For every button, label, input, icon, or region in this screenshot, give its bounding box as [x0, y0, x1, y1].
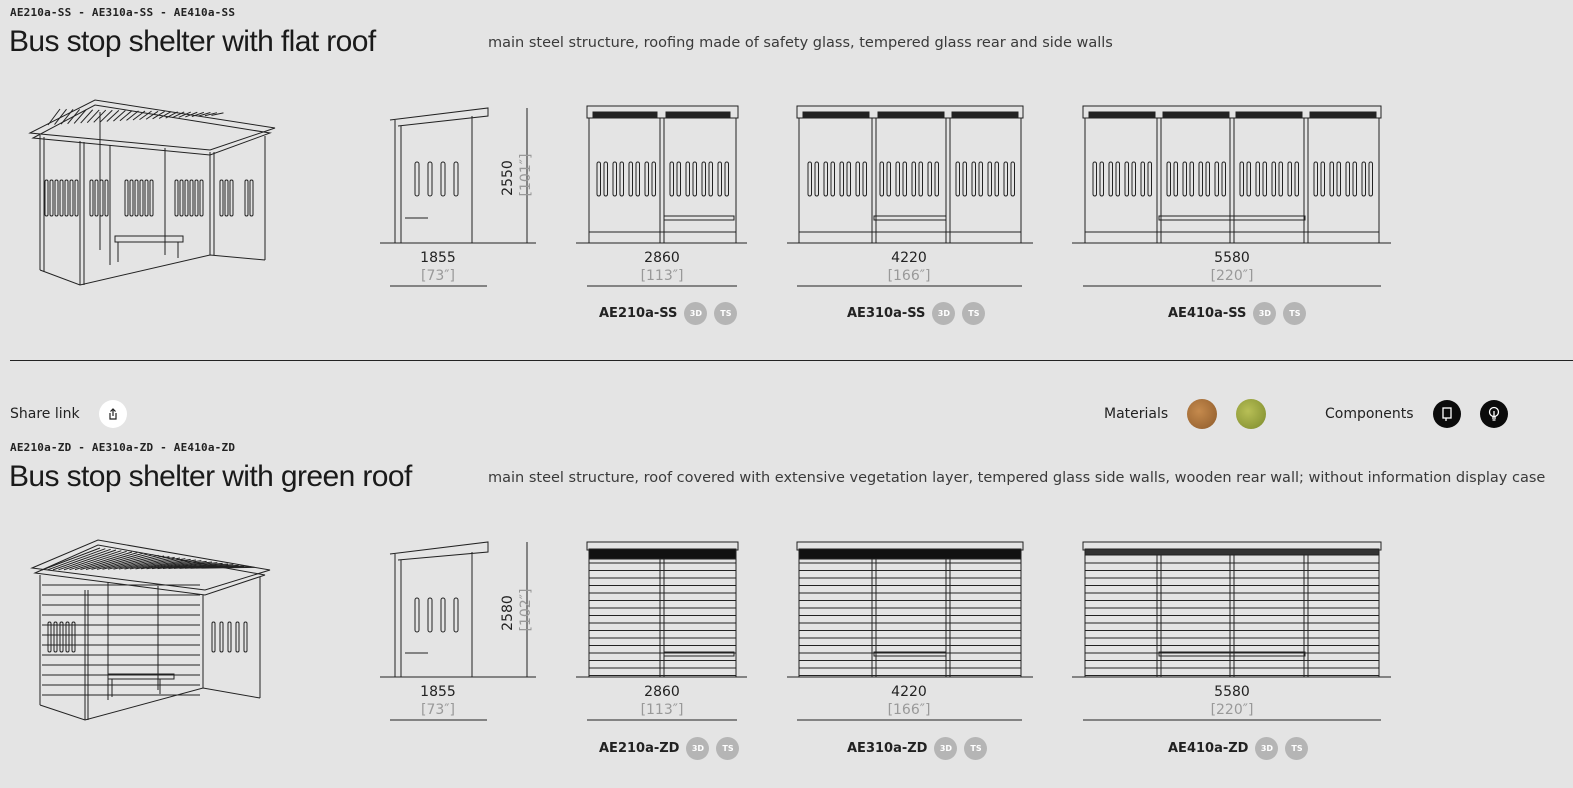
- width-mm: 4220: [891, 250, 927, 266]
- width-mm: 5580: [1214, 250, 1250, 266]
- width-in: [113″]: [640, 268, 684, 284]
- share-link-label[interactable]: Share link: [10, 406, 80, 422]
- lighting-component-button[interactable]: [1480, 400, 1508, 428]
- width-in: [166″]: [887, 702, 931, 718]
- width-mm: 2860: [644, 684, 680, 700]
- model-codes: AE210a-SS - AE310a-SS - AE410a-SS: [10, 6, 236, 19]
- section-title: Bus stop shelter with flat roof: [9, 25, 376, 58]
- model-name: AE410a-SS: [1168, 306, 1247, 321]
- model-codes: AE210a-ZD - AE310a-ZD - AE410a-ZD: [10, 441, 236, 454]
- 3d-model-button[interactable]: 3D: [1253, 302, 1276, 325]
- materials-label: Materials: [1104, 406, 1169, 422]
- tech-sheet-button[interactable]: TS: [1285, 737, 1308, 760]
- width-in: [166″]: [887, 268, 931, 284]
- components-label: Components: [1325, 406, 1414, 422]
- width-in: [220″]: [1210, 268, 1254, 284]
- height-mm: 2550: [500, 160, 516, 196]
- width-mm: 5580: [1214, 684, 1250, 700]
- section-description: main steel structure, roof covered with extensive vegetation layer, tempered glass side walls, wooden rear wall; without information display case: [488, 470, 1546, 486]
- depth-mm: 1855: [420, 250, 456, 266]
- 3d-model-button[interactable]: 3D: [686, 737, 709, 760]
- 3d-model-button[interactable]: 3D: [932, 302, 955, 325]
- model-name: AE310a-ZD: [847, 741, 928, 756]
- tech-sheet-button[interactable]: TS: [962, 302, 985, 325]
- tech-sheet-button[interactable]: TS: [964, 737, 987, 760]
- model-row: [1168, 737, 1308, 760]
- tech-sheet-button[interactable]: TS: [716, 737, 739, 760]
- tech-sheet-button[interactable]: TS: [1283, 302, 1306, 325]
- model-name: AE410a-ZD: [1168, 741, 1249, 756]
- display-case-component-button[interactable]: [1433, 400, 1461, 428]
- depth-in: [73″]: [421, 268, 455, 284]
- tech-sheet-button[interactable]: TS: [714, 302, 737, 325]
- model-name: AE210a-SS: [599, 306, 678, 321]
- depth-in: [73″]: [421, 702, 455, 718]
- 3d-model-button[interactable]: 3D: [1255, 737, 1278, 760]
- model-name: AE210a-ZD: [599, 741, 680, 756]
- model-row: [599, 737, 739, 760]
- section-description: main steel structure, roofing made of safety glass, tempered glass rear and side walls: [488, 35, 1113, 51]
- width-in: [113″]: [640, 702, 684, 718]
- 3d-model-button[interactable]: 3D: [684, 302, 707, 325]
- display-case-icon: [1440, 406, 1454, 422]
- model-row: [847, 737, 987, 760]
- depth-mm: 1855: [420, 684, 456, 700]
- lightbulb-icon: [1487, 406, 1501, 422]
- height-in: [101″]: [518, 153, 534, 197]
- 3d-model-button[interactable]: 3D: [934, 737, 957, 760]
- width-mm: 4220: [891, 684, 927, 700]
- height-in: [102″]: [518, 588, 534, 632]
- section-title: Bus stop shelter with green roof: [9, 460, 412, 493]
- width-mm: 2860: [644, 250, 680, 266]
- model-name: AE310a-SS: [847, 306, 926, 321]
- width-in: [220″]: [1210, 702, 1254, 718]
- height-mm: 2580: [500, 595, 516, 631]
